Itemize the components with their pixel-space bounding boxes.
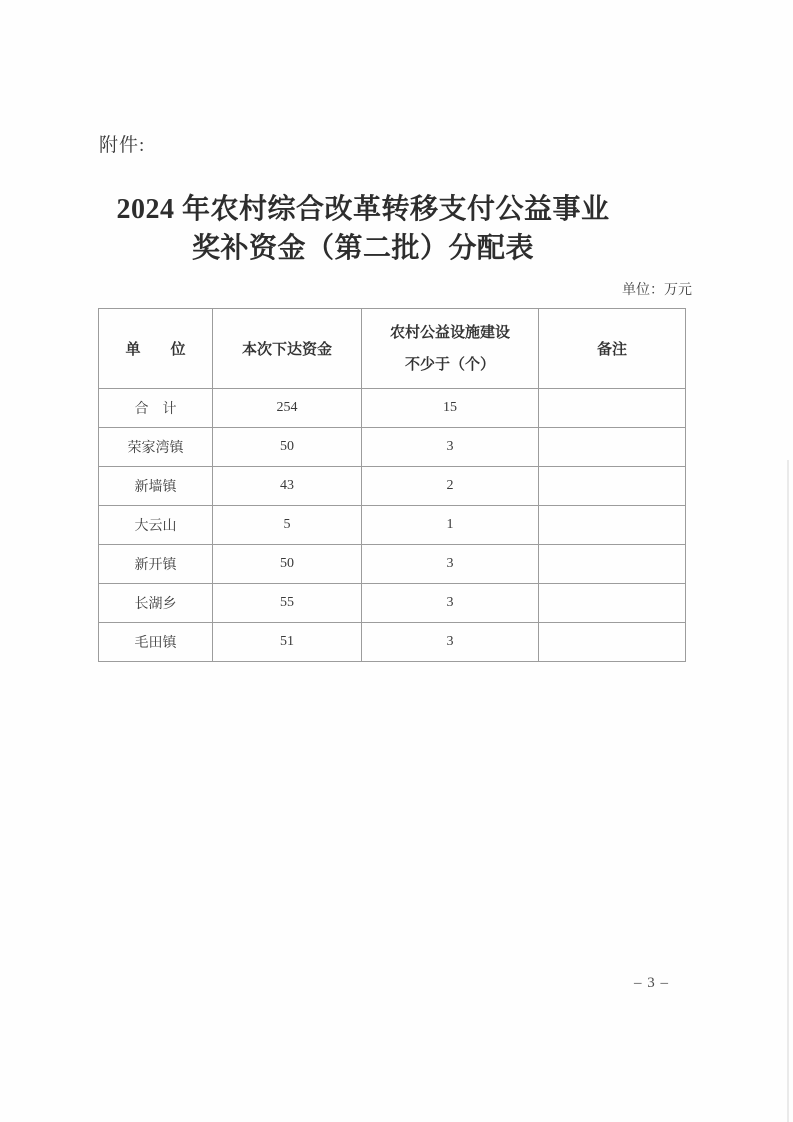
remark-cell bbox=[539, 545, 686, 584]
funds-cell: 50 bbox=[213, 545, 362, 584]
header-unit: 单 位 bbox=[99, 309, 213, 389]
facility-cell: 2 bbox=[362, 467, 539, 506]
unit-note: 单位：万元 bbox=[622, 283, 692, 298]
header-funds: 本次下达资金 bbox=[213, 309, 362, 389]
table-row bbox=[99, 545, 686, 584]
table-row bbox=[99, 428, 686, 467]
remark-cell bbox=[539, 584, 686, 623]
table-row bbox=[99, 584, 686, 623]
title-line-2: 奖补资金（第二批）分配表 bbox=[191, 233, 534, 264]
remark-cell bbox=[539, 623, 686, 662]
unit-cell: 荣家湾镇 bbox=[99, 428, 213, 467]
funds-cell: 5 bbox=[213, 506, 362, 545]
unit-cell: 大云山 bbox=[99, 506, 213, 545]
unit-cell: 合 计 bbox=[99, 389, 213, 428]
remark-cell bbox=[539, 428, 686, 467]
header-facility bbox=[362, 309, 539, 389]
page-number: – 3 – bbox=[634, 975, 669, 991]
funds-cell: 50 bbox=[213, 428, 362, 467]
header-facility-line-2: 不少于（个） bbox=[404, 355, 495, 373]
table-row bbox=[99, 389, 686, 428]
facility-cell: 3 bbox=[362, 584, 539, 623]
attachment-label: 附件: bbox=[99, 135, 146, 156]
unit-cell: 长湖乡 bbox=[99, 584, 213, 623]
facility-cell: 3 bbox=[362, 545, 539, 584]
facility-cell: 15 bbox=[362, 389, 539, 428]
unit-cell: 新墙镇 bbox=[99, 467, 213, 506]
table-header-row bbox=[99, 309, 686, 389]
funds-cell: 51 bbox=[213, 623, 362, 662]
title-line-1: 2024 年农村综合改革转移支付公益事业 bbox=[116, 194, 610, 225]
table-row bbox=[99, 467, 686, 506]
remark-cell bbox=[539, 506, 686, 545]
scan-edge-shadow bbox=[787, 460, 789, 1122]
remark-cell bbox=[539, 467, 686, 506]
facility-cell: 3 bbox=[362, 428, 539, 467]
document-title bbox=[0, 190, 726, 268]
table-row bbox=[99, 623, 686, 662]
unit-cell: 毛田镇 bbox=[99, 623, 213, 662]
funds-cell: 254 bbox=[213, 389, 362, 428]
header-facility-line-1: 农村公益设施建设 bbox=[389, 323, 510, 341]
table-row bbox=[99, 506, 686, 545]
unit-cell: 新开镇 bbox=[99, 545, 213, 584]
header-remark: 备注 bbox=[539, 309, 686, 389]
facility-cell: 3 bbox=[362, 623, 539, 662]
funds-cell: 55 bbox=[213, 584, 362, 623]
allocation-table bbox=[98, 308, 686, 662]
facility-cell: 1 bbox=[362, 506, 539, 545]
remark-cell bbox=[539, 389, 686, 428]
funds-cell: 43 bbox=[213, 467, 362, 506]
